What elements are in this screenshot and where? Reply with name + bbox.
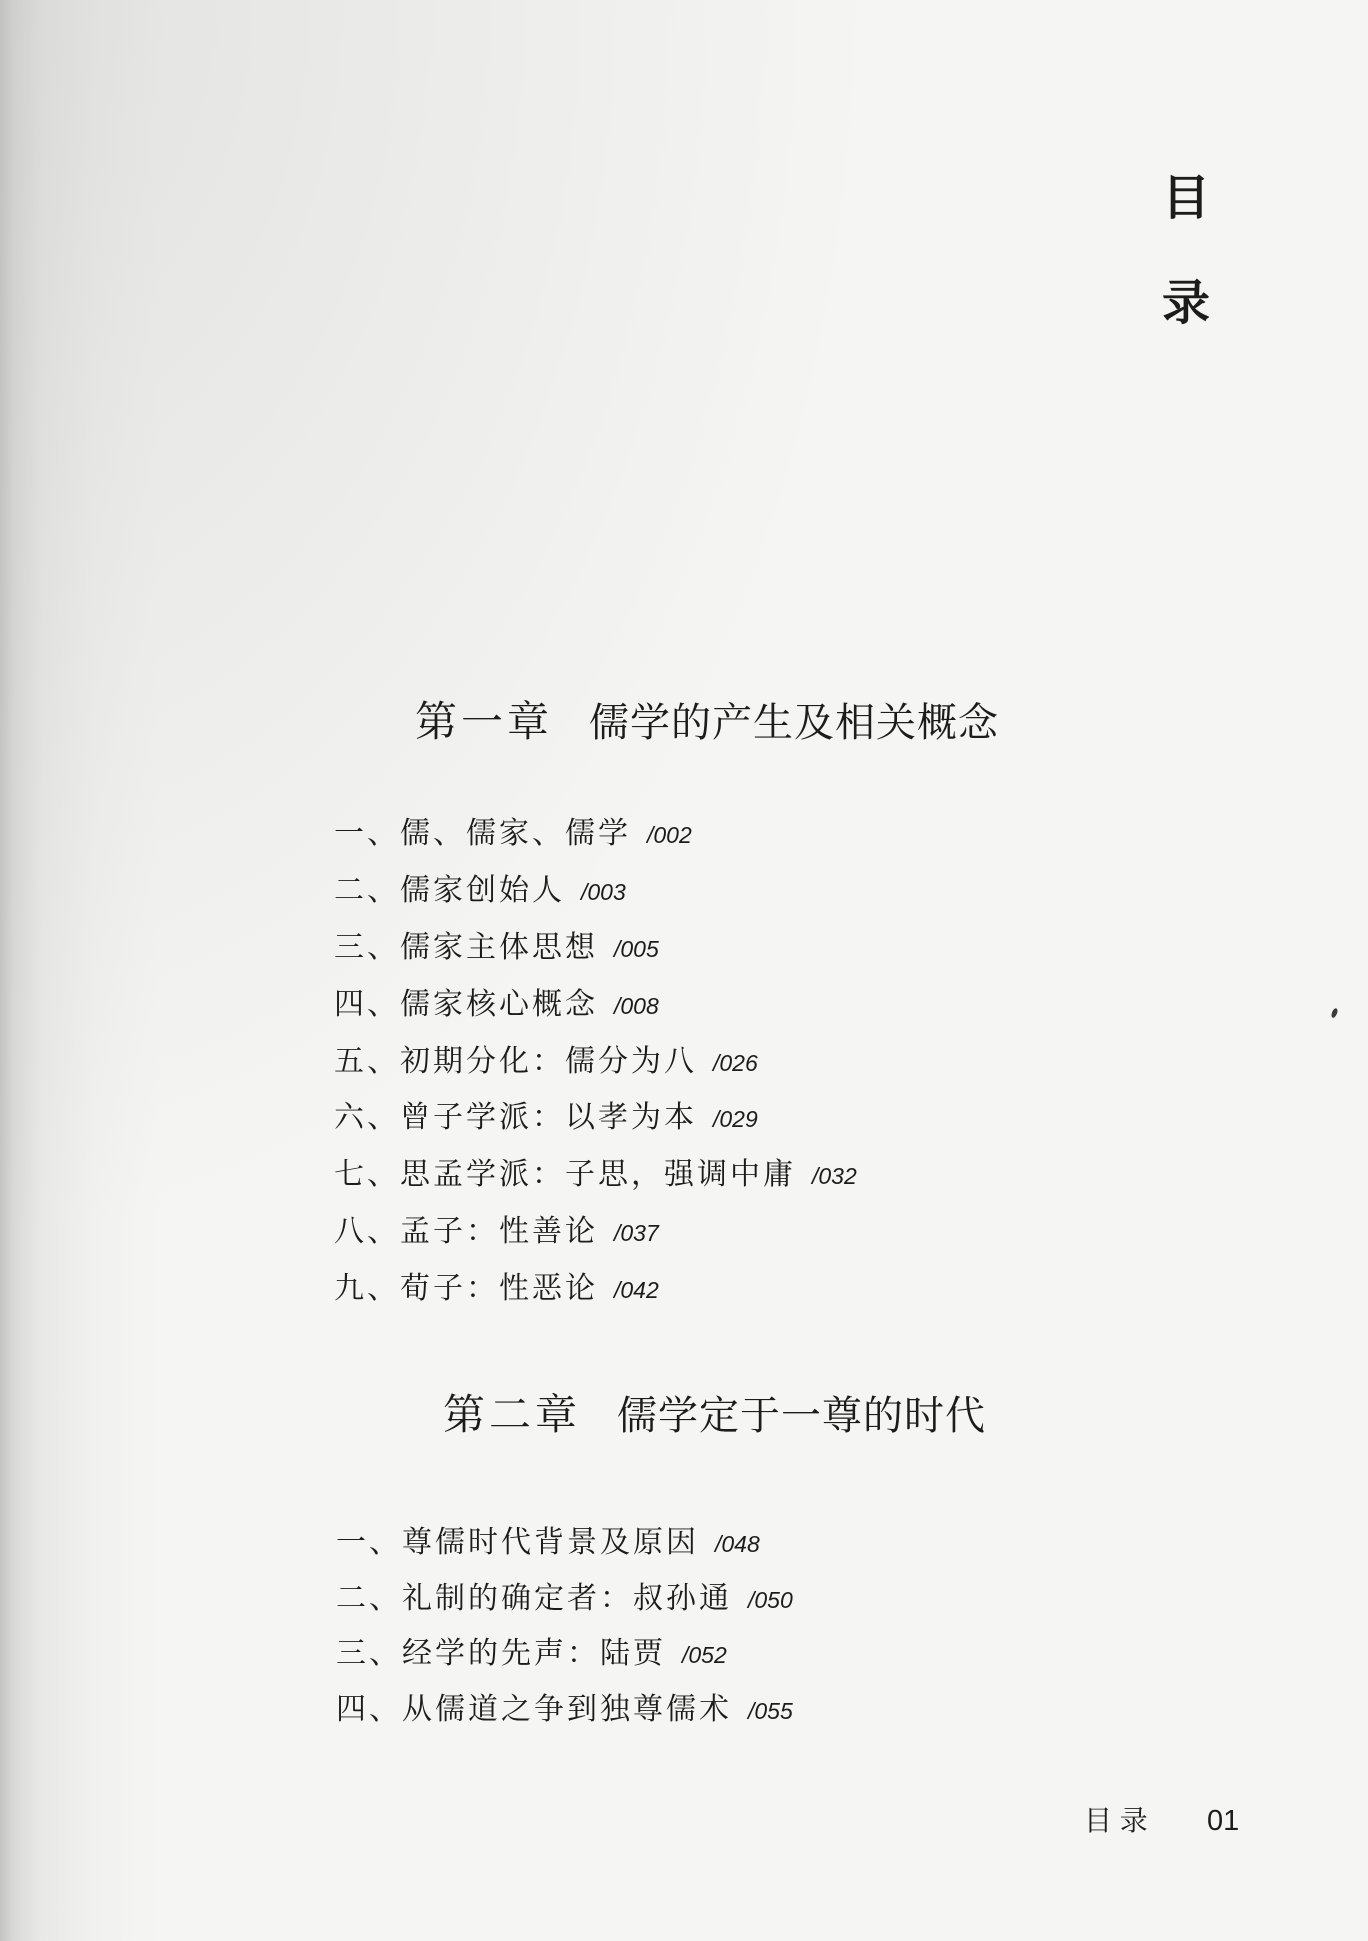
toc-entry	[334, 920, 857, 977]
toc-list	[334, 806, 857, 1318]
toc-entry	[334, 977, 857, 1034]
running-footer-section: 目 录	[1084, 1805, 1148, 1836]
toc-entry-page-number: /026	[713, 1049, 758, 1076]
toc-entry	[336, 1682, 793, 1738]
toc-entry-page-number: /008	[614, 992, 659, 1019]
toc-entry-title: 四、从儒道之争到独尊儒术	[336, 1693, 732, 1727]
chapter-label: 第二章	[443, 1390, 582, 1439]
toc-entry-page-number: /042	[614, 1277, 659, 1304]
toc-entry	[334, 1261, 857, 1318]
toc-entry-page-number: /055	[748, 1698, 793, 1725]
toc-entry-page-number: /029	[713, 1106, 758, 1133]
chapter-title: 儒学定于一尊的时代	[617, 1393, 987, 1439]
toc-entry-title: 二、儒家创始人	[334, 873, 565, 907]
chapter-heading	[443, 1385, 986, 1445]
chapter-label: 第一章	[415, 697, 554, 746]
toc-entry-title: 三、儒家主体思想	[334, 930, 598, 964]
toc-entry-page-number: /050	[748, 1586, 793, 1613]
chapter-title: 儒学的产生及相关概念	[589, 700, 1000, 746]
toc-entry-page-number: /032	[812, 1163, 857, 1190]
toc-entry-title: 八、孟子：性善论	[334, 1215, 598, 1249]
page-title-char: 录	[1161, 275, 1210, 331]
chapter-heading	[415, 692, 999, 752]
toc-entry	[334, 1034, 857, 1091]
toc-entry	[336, 1571, 793, 1627]
toc-list	[336, 1515, 793, 1738]
toc-entry-title: 二、礼制的确定者：叔孙通	[336, 1581, 732, 1615]
toc-entry-title: 三、经学的先声：陆贾	[336, 1637, 666, 1671]
toc-entry	[336, 1626, 793, 1682]
toc-entry	[334, 1204, 857, 1261]
toc-entry-title: 四、儒家核心概念	[334, 987, 598, 1021]
page-title-char: 目	[1161, 170, 1210, 226]
toc-entry	[334, 806, 857, 863]
toc-entry	[334, 1147, 857, 1204]
toc-entry-page-number: /005	[614, 935, 659, 962]
toc-entry-page-number: /003	[581, 878, 626, 905]
toc-entry-title: 五、初期分化：儒分为八	[334, 1044, 697, 1078]
toc-entry-title: 一、尊儒时代背景及原因	[336, 1526, 699, 1559]
toc-entry-page-number: /052	[682, 1642, 727, 1669]
toc-entry-title: 七、思孟学派：子思，强调中庸	[334, 1158, 796, 1192]
toc-entry-page-number: /002	[647, 822, 692, 848]
toc-entry-page-number: /037	[614, 1220, 659, 1247]
ink-speck	[1330, 1007, 1338, 1018]
toc-entry	[334, 1090, 857, 1147]
toc-entry-title: 一、儒、儒家、儒学	[334, 817, 631, 850]
toc-entry-title: 六、曾子学派：以孝为本	[334, 1101, 697, 1135]
running-footer-page-number: 01	[1207, 1805, 1240, 1837]
toc-entry-title: 九、荀子：性恶论	[334, 1272, 598, 1306]
page-title	[1156, 146, 1216, 356]
toc-entry-page-number: /048	[715, 1531, 760, 1557]
toc-entry	[334, 863, 857, 920]
toc-entry	[336, 1515, 793, 1571]
